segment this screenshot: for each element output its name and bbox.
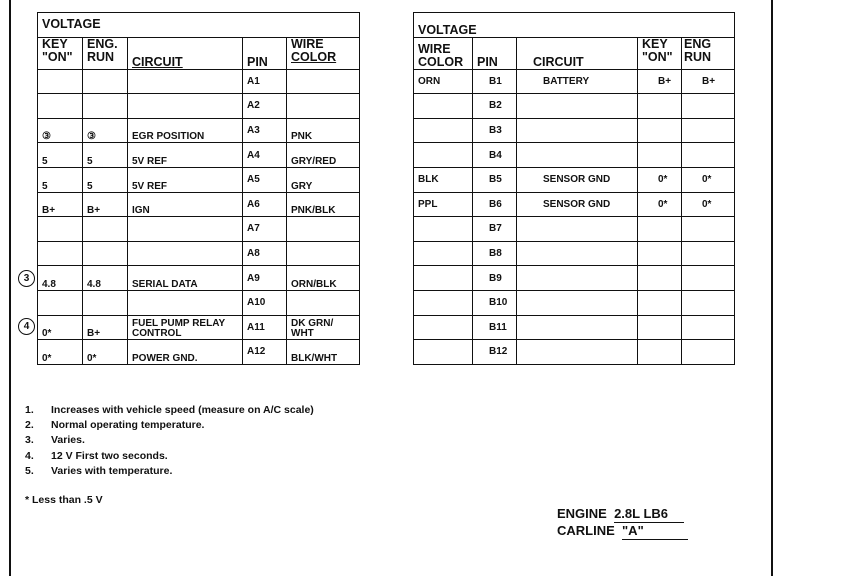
table-row <box>38 340 360 365</box>
note-item: 2. Normal operating temperature. <box>25 419 205 432</box>
key-on-voltage: B+ <box>38 192 83 217</box>
key-on-voltage <box>38 69 83 94</box>
wire-color <box>414 143 473 168</box>
key-on-voltage <box>638 217 682 242</box>
table-row <box>414 266 735 291</box>
key-on-voltage <box>638 241 682 266</box>
eng-run-voltage <box>682 290 735 315</box>
wire-color: ORN/BLK <box>287 266 360 291</box>
header-key-on: KEY "ON" <box>38 37 83 69</box>
pin-number: A4 <box>243 143 287 168</box>
circuit-name: EGR POSITION <box>128 118 243 143</box>
carline-value: "A" <box>622 523 688 540</box>
note-item: 3. Varies. <box>25 434 85 447</box>
circuit-name: POWER GND. <box>128 340 243 365</box>
pin-number: A5 <box>243 167 287 192</box>
header-eng-run: ENG. RUN <box>83 37 128 69</box>
key-on-voltage: 5 <box>38 167 83 192</box>
notes-list <box>25 404 314 480</box>
wire-color <box>414 266 473 291</box>
note-marker-4: 4 <box>18 318 35 335</box>
circuit-name: IGN <box>128 192 243 217</box>
table-row <box>38 217 360 242</box>
wire-color <box>414 340 473 365</box>
circuit-name <box>517 290 638 315</box>
pin-number: B7 <box>473 217 517 242</box>
pin-number: B6 <box>473 192 517 217</box>
key-on-voltage: 0* <box>38 340 83 365</box>
table-row <box>38 167 360 192</box>
key-on-voltage <box>638 340 682 365</box>
circuit-name <box>517 340 638 365</box>
table-row <box>414 315 735 340</box>
eng-run-voltage: 5 <box>83 143 128 168</box>
key-on-voltage <box>638 94 682 119</box>
key-on-voltage <box>638 290 682 315</box>
eng-run-voltage: B+ <box>83 192 128 217</box>
eng-run-voltage <box>83 69 128 94</box>
circuit-name <box>517 315 638 340</box>
pin-number: A2 <box>243 94 287 119</box>
eng-run-voltage <box>682 340 735 365</box>
wire-color <box>287 217 360 242</box>
table-title: VOLTAGE <box>38 13 360 38</box>
eng-run-voltage: 0* <box>682 167 735 192</box>
engine-info <box>557 506 688 540</box>
circuit-name <box>517 94 638 119</box>
pin-number: B9 <box>473 266 517 291</box>
pin-number: A6 <box>243 192 287 217</box>
eng-run-voltage: B+ <box>83 315 128 340</box>
wire-color: BLK <box>414 167 473 192</box>
key-on-voltage: ③ <box>38 118 83 143</box>
eng-run-voltage <box>83 94 128 119</box>
eng-run-voltage <box>682 241 735 266</box>
eng-run-voltage: B+ <box>682 69 735 94</box>
note-item: 4. 12 V First two seconds. <box>25 449 168 462</box>
wire-color <box>414 217 473 242</box>
circuit-name: SENSOR GND <box>517 192 638 217</box>
carline-label: CARLINE <box>557 523 615 538</box>
pin-number: A10 <box>243 290 287 315</box>
wire-color <box>414 290 473 315</box>
engine-label: ENGINE <box>557 506 607 521</box>
table-row <box>38 118 360 143</box>
circuit-name <box>128 241 243 266</box>
circuit-name <box>517 266 638 291</box>
pin-number: B8 <box>473 241 517 266</box>
table-row <box>414 118 735 143</box>
pin-number: B3 <box>473 118 517 143</box>
pin-number: A12 <box>243 340 287 365</box>
key-on-voltage: B+ <box>638 69 682 94</box>
eng-run-voltage <box>682 118 735 143</box>
key-on-voltage: 0* <box>638 192 682 217</box>
key-on-voltage: 0* <box>638 167 682 192</box>
circuit-name <box>517 143 638 168</box>
wire-color <box>287 241 360 266</box>
eng-run-voltage <box>682 143 735 168</box>
pin-number: B5 <box>473 167 517 192</box>
eng-run-voltage <box>83 290 128 315</box>
eng-run-voltage <box>83 241 128 266</box>
pin-number: A9 <box>243 266 287 291</box>
wire-color: GRY/RED <box>287 143 360 168</box>
wire-color <box>414 118 473 143</box>
table-row <box>38 69 360 94</box>
pin-number: B2 <box>473 94 517 119</box>
wire-color: PNK/BLK <box>287 192 360 217</box>
header-wire-color: WIRE COLOR <box>287 37 360 69</box>
table-row <box>38 143 360 168</box>
circuit-name: SENSOR GND <box>517 167 638 192</box>
footnote: * Less than .5 V <box>25 494 103 506</box>
pin-number: A8 <box>243 241 287 266</box>
table-title: VOLTAGE <box>414 13 735 38</box>
table-row <box>414 167 735 192</box>
header-circuit: CIRCUIT <box>517 37 638 69</box>
key-on-voltage <box>638 315 682 340</box>
circuit-name: 5V REF <box>128 167 243 192</box>
table-row <box>414 143 735 168</box>
eng-run-voltage: 0* <box>682 192 735 217</box>
engine-value: 2.8L LB6 <box>614 506 684 523</box>
wire-color <box>287 94 360 119</box>
eng-run-voltage: 0* <box>83 340 128 365</box>
eng-run-voltage: 4.8 <box>83 266 128 291</box>
table-row <box>414 241 735 266</box>
eng-run-voltage <box>682 266 735 291</box>
eng-run-voltage <box>682 94 735 119</box>
header-circuit: CIRCUIT <box>128 37 243 69</box>
wire-color: ORN <box>414 69 473 94</box>
pin-number: A11 <box>243 315 287 340</box>
table-row <box>38 290 360 315</box>
pin-number: B11 <box>473 315 517 340</box>
table-row <box>414 340 735 365</box>
table-row <box>414 94 735 119</box>
pin-number: B12 <box>473 340 517 365</box>
table-row <box>38 192 360 217</box>
key-on-voltage <box>638 118 682 143</box>
eng-run-voltage <box>83 217 128 242</box>
pin-number: B10 <box>473 290 517 315</box>
pin-number: A1 <box>243 69 287 94</box>
note-item: 1. Increases with vehicle speed (measure on A/C scale) <box>25 404 314 416</box>
wire-color <box>287 290 360 315</box>
wire-color: DK GRN/ WHT <box>287 315 360 340</box>
circuit-name <box>517 241 638 266</box>
header-wire-color: WIRE COLOR <box>414 37 473 69</box>
pin-number: A7 <box>243 217 287 242</box>
eng-run-voltage <box>682 217 735 242</box>
header-key-on: KEY "ON" <box>638 37 682 69</box>
header-pin: PIN <box>473 37 517 69</box>
pin-number: A3 <box>243 118 287 143</box>
key-on-voltage <box>38 290 83 315</box>
wire-color: PPL <box>414 192 473 217</box>
circuit-name: SERIAL DATA <box>128 266 243 291</box>
table-row <box>414 192 735 217</box>
key-on-voltage <box>638 266 682 291</box>
circuit-name: FUEL PUMP RELAY CONTROL <box>128 315 243 340</box>
table-row <box>38 315 360 340</box>
circuit-name: BATTERY <box>517 69 638 94</box>
wire-color <box>414 241 473 266</box>
wire-color: PNK <box>287 118 360 143</box>
pin-number: B1 <box>473 69 517 94</box>
note-item: 5. Varies with temperature. <box>25 464 173 477</box>
pin-number: B4 <box>473 143 517 168</box>
wire-color <box>414 315 473 340</box>
connector-b-voltage-table <box>413 12 735 365</box>
eng-run-voltage: ③ <box>83 118 128 143</box>
key-on-voltage <box>638 143 682 168</box>
table-row <box>38 241 360 266</box>
connector-a-voltage-table <box>37 12 360 365</box>
key-on-voltage: 5 <box>38 143 83 168</box>
circuit-name <box>128 217 243 242</box>
circuit-name: 5V REF <box>128 143 243 168</box>
circuit-name <box>128 94 243 119</box>
table-row <box>38 94 360 119</box>
wire-color <box>287 69 360 94</box>
circuit-name <box>517 118 638 143</box>
key-on-voltage: 0* <box>38 315 83 340</box>
circuit-name <box>517 217 638 242</box>
table-row <box>414 290 735 315</box>
table-row <box>414 217 735 242</box>
wire-color: GRY <box>287 167 360 192</box>
eng-run-voltage: 5 <box>83 167 128 192</box>
wire-color: BLK/WHT <box>287 340 360 365</box>
eng-run-voltage <box>682 315 735 340</box>
right-border-line <box>771 0 773 576</box>
key-on-voltage <box>38 94 83 119</box>
note-marker-3: 3 <box>18 270 35 287</box>
key-on-voltage <box>38 217 83 242</box>
left-border-line <box>9 0 11 576</box>
circuit-name <box>128 69 243 94</box>
key-on-voltage: 4.8 <box>38 266 83 291</box>
header-eng-run: ENG RUN <box>682 37 735 69</box>
key-on-voltage <box>38 241 83 266</box>
wire-color <box>414 94 473 119</box>
table-row <box>38 266 360 291</box>
table-row <box>414 69 735 94</box>
circuit-name <box>128 290 243 315</box>
header-pin: PIN <box>243 37 287 69</box>
